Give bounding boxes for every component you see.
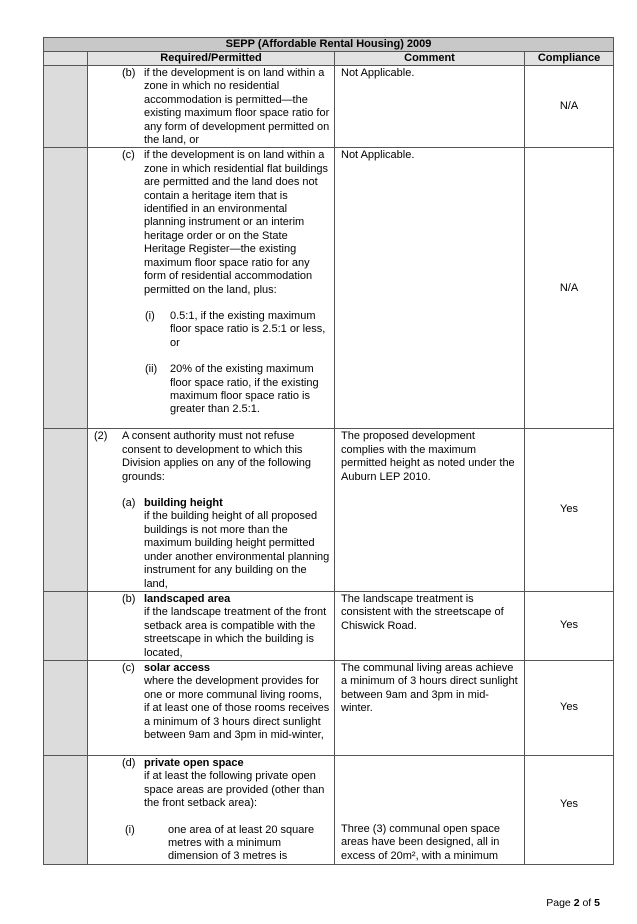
- compliance-cell: Yes: [525, 660, 614, 755]
- page-prefix: Page: [546, 897, 571, 909]
- row-margin: [44, 755, 88, 864]
- row-margin: [44, 591, 88, 660]
- sepp-compliance-table: [43, 37, 614, 865]
- header-blank: [44, 52, 88, 66]
- row-margin: [44, 66, 88, 148]
- clause-label: (2): [94, 430, 108, 443]
- table-row: [44, 148, 614, 429]
- table-title: SEPP (Affordable Rental Housing) 2009: [44, 38, 614, 52]
- item-label: (b): [122, 67, 136, 79]
- compliance-cell: Yes: [525, 429, 614, 591]
- subitem-text: one area of at least 20 square metres with a minimum dimension of 3 metres is: [168, 823, 315, 863]
- comment-text: Three (3) communal open space areas have been designed, all in excess of 20m², with a minimum: [341, 822, 500, 862]
- page-of: of: [582, 897, 592, 909]
- item-heading: landscaped area: [144, 592, 231, 605]
- table-row: [44, 429, 614, 591]
- item-text: if at least the following private open space areas are provided (other than the front setback area):: [144, 770, 325, 810]
- item-label: (c): [122, 661, 135, 674]
- header-required: Required/Permitted: [88, 52, 335, 66]
- row-margin: [44, 148, 88, 429]
- subitem-label: (ii): [145, 363, 158, 376]
- compliance-cell: Yes: [525, 755, 614, 864]
- item-label: (c): [122, 149, 135, 162]
- item-text: where the development provides for one or more communal living rooms, if at least one of those rooms receives a minimum of 3 hours direct sunlight between 9am and 3pm in mid-winter,: [144, 675, 330, 741]
- subitem-label: (i): [125, 823, 135, 836]
- table-row: [44, 755, 614, 864]
- page-current: 2: [573, 897, 580, 909]
- requirement-cell: [88, 148, 335, 429]
- comment-cell: Not Applicable.: [335, 66, 525, 148]
- requirement-cell: [88, 591, 335, 660]
- subitem-text: 20% of the existing maximum floor space ratio, if the existing maximum floor space ratio is greater than 2.5:1.: [170, 363, 319, 416]
- requirement-cell: [88, 755, 335, 864]
- compliance-cell: N/A: [525, 66, 614, 148]
- item-text: if the landscape treatment of the front setback area is compatible with the streetscape in which the building is located,: [144, 606, 327, 659]
- comment-cell: Not Applicable.: [335, 148, 525, 429]
- requirement-cell: [88, 429, 335, 591]
- requirement-cell: [88, 66, 335, 148]
- comment-cell: [335, 755, 525, 864]
- item-label: (a): [122, 497, 136, 510]
- page-total: 5: [594, 897, 600, 909]
- item-heading: solar access: [144, 661, 211, 674]
- comment-cell: The landscape treatment is consistent with the streetscape of Chiswick Road.: [335, 591, 525, 660]
- row-margin: [44, 429, 88, 591]
- clause-text: A consent authority must not refuse consent to development to which this Division applies on any of the following grounds:: [122, 430, 311, 483]
- subitem-label: (i): [145, 309, 155, 322]
- page-footer: [546, 897, 600, 909]
- item-text: if the development is on land within a zone in which residential flat buildings are permitted and the land does not contain a heritage item that is identified in an environmental planning instrument or an interim heritage order or on the State Heritage Register—the existing maximum floor space ratio for any form of residential accommodation permitted on the land, plus:: [144, 149, 329, 296]
- item-label: (b): [122, 592, 136, 605]
- item-text: if the building height of all proposed buildings is not more than the maximum building height permitted under another environmental planning instrument for any building on the land,: [144, 510, 330, 590]
- item-label: (d): [122, 756, 136, 769]
- table-row: [44, 591, 614, 660]
- header-compliance: Compliance: [525, 52, 614, 66]
- item-text: if the development is on land within a zone in which no residential accommodation is permitted—the existing maximum floor space ratio for any form of development permitted on the land, or: [144, 67, 330, 147]
- requirement-cell: [88, 660, 335, 755]
- header-comment: Comment: [335, 52, 525, 66]
- table-row: [44, 66, 614, 148]
- row-margin: [44, 660, 88, 755]
- item-heading: building height: [144, 497, 223, 510]
- item-heading: private open space: [144, 756, 244, 769]
- compliance-cell: Yes: [525, 591, 614, 660]
- table-row: [44, 660, 614, 755]
- comment-cell: The proposed development complies with the maximum permitted height as noted under the Auburn LEP 2010.: [335, 429, 525, 591]
- comment-cell: The communal living areas achieve a minimum of 3 hours direct sunlight between 9am and 3pm in mid-winter.: [335, 660, 525, 755]
- subitem-text: 0.5:1, if the existing maximum floor space ratio is 2.5:1 or less, or: [170, 309, 326, 349]
- compliance-cell: N/A: [525, 148, 614, 429]
